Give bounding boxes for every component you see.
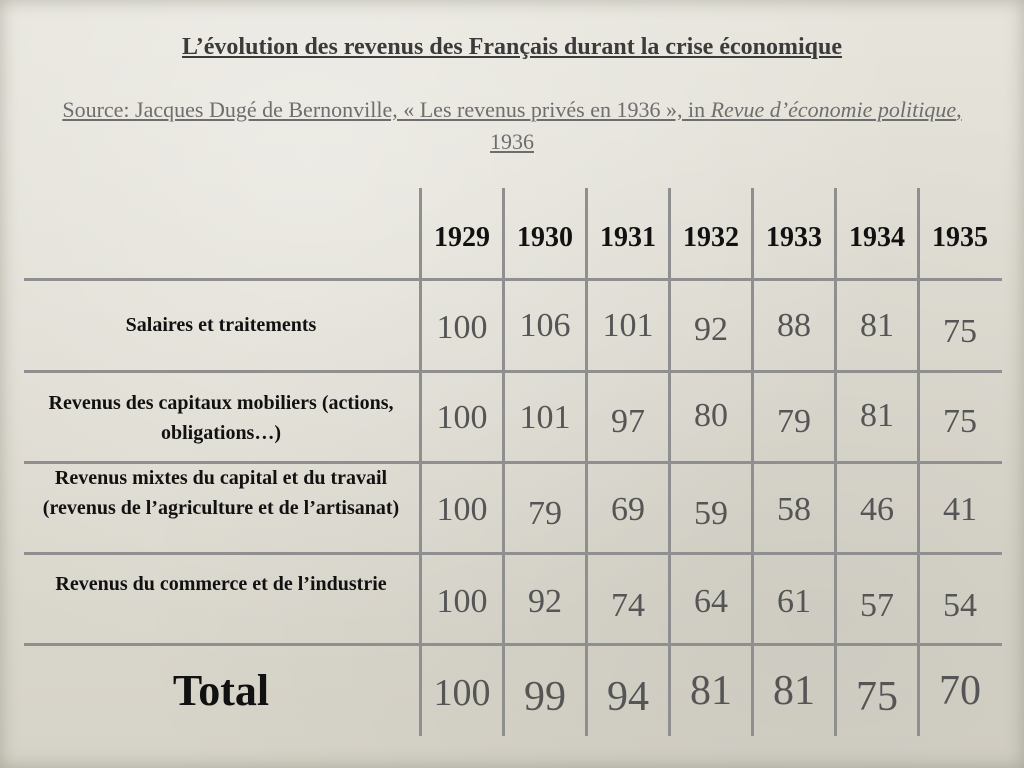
grid-hline [24,278,1002,281]
table-cell: 74 [611,587,645,624]
table-cell: 57 [860,587,894,624]
table-cell: 69 [611,491,645,528]
total-cell: 81 [690,668,732,714]
grid-vline [917,188,920,736]
source-citation [40,94,984,158]
table-cell: 100 [436,309,488,346]
grid-vline [585,188,588,736]
year-header: 1932 [683,222,739,253]
total-label: Total [172,666,270,715]
grid-vline [502,188,505,736]
total-cell: 75 [856,674,898,720]
total-cell: 94 [607,674,649,720]
total-cell: 99 [524,674,566,720]
total-cell: 100 [433,672,491,714]
source-journal: Revue d’économie politique [710,97,957,122]
year-header: 1935 [932,222,988,253]
year-header: 1934 [849,222,905,253]
year-header: 1929 [434,222,490,253]
table-cell: 58 [777,491,811,528]
year-header: 1933 [766,222,822,253]
year-header: 1931 [600,222,656,253]
grid-vline [419,188,422,736]
row-label-mixtes: Revenus mixtes du capital et du travail (revenus de l’agriculture et de l’artisanat) [42,467,400,519]
grid-vline [751,188,754,736]
grid-hline [24,370,1002,373]
table-cell: 59 [694,495,728,532]
table-cell: 79 [528,495,562,532]
table-cell: 100 [436,583,488,620]
table-cell: 46 [860,491,894,528]
row-label-salaires: Salaires et traitements [125,314,317,336]
total-cell: 81 [773,668,815,714]
table-cell: 97 [611,403,645,440]
table-cell: 100 [436,491,488,528]
table-cell: 64 [694,583,728,620]
table-cell: 80 [694,397,728,434]
table-cell: 100 [436,399,488,436]
grid-vline [834,188,837,736]
table-cell: 61 [777,583,811,620]
table-cell: 54 [943,587,977,624]
table-cell: 101 [519,399,571,436]
page-title: L’évolution des revenus des Français durant la crise économique [181,34,842,60]
source-prefix: Source: Jacques Dugé de Bernonville, « Les revenus privés en 1936 », in [62,97,711,122]
source-suffix: , 1936 [490,97,962,154]
table-cell: 106 [519,307,571,344]
table-cell: 88 [777,307,811,344]
row-label-commerce: Revenus du commerce et de l’industrie [55,573,387,595]
table-cell: 41 [943,491,977,528]
year-header: 1930 [517,222,573,253]
table-cell: 75 [943,403,977,440]
table-cell: 92 [694,311,728,348]
table-cell: 101 [602,307,654,344]
grid-hline [24,552,1002,555]
grid-vline [668,188,671,736]
table-cell: 81 [860,307,894,344]
total-cell: 70 [939,668,981,714]
table-cell: 79 [777,403,811,440]
row-label-capitaux: Revenus des capitaux mobiliers (actions, obligations…) [48,392,394,444]
grid-hline [24,643,1002,646]
table-cell: 75 [943,313,977,350]
table-cell: 92 [528,583,562,620]
table-cell: 81 [860,397,894,434]
